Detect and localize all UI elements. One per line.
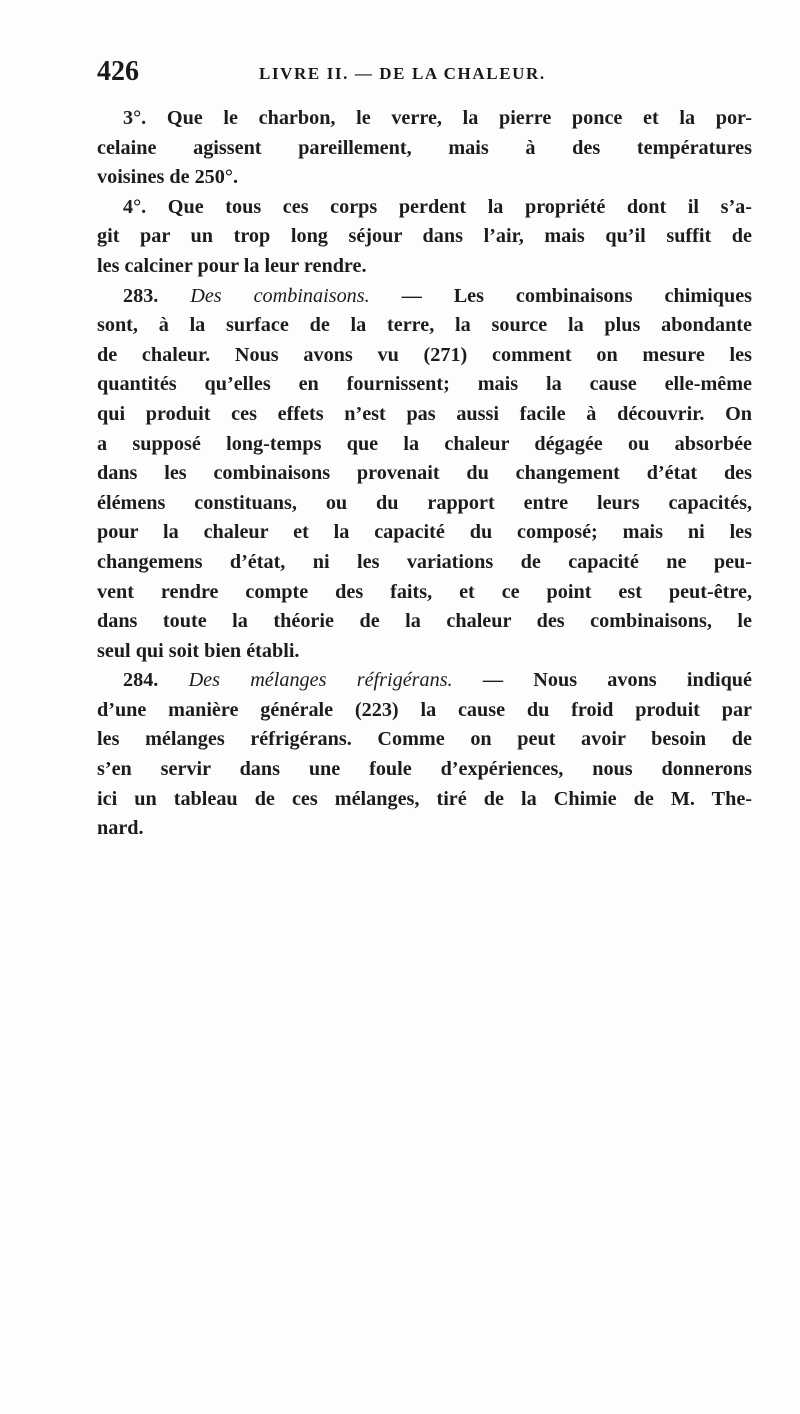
show-through-texture [120, 960, 720, 1320]
text-line: changemens d’état, ni les variations de capacité ne peu- [97, 550, 752, 573]
text-line: les calciner pour la leur rendre. [97, 254, 367, 277]
page-number: 426 [97, 56, 139, 87]
section-lead-text: — Nous avons indiqué [482, 669, 752, 692]
section-heading-line [97, 666, 752, 696]
text-line: quantités qu’elles en fournissent; mais la cause elle-même [97, 373, 752, 396]
text-line: 3°. Que le charbon, le verre, la pierre ponce et la por- [123, 107, 752, 129]
text-line: seul qui soit bien établi. [97, 639, 300, 662]
text-line: celaine agissent pareillement, mais à des températures [97, 136, 752, 159]
text-line: les mélanges réfrigérans. Comme on peut avoir besoin de [97, 728, 752, 751]
text-line: git par un trop long séjour dans l’air, mais qu’il suffit de [97, 225, 752, 248]
section-number: 283. [123, 284, 159, 307]
text-line: s’en servir dans une foule d’expériences, nous donnerons [97, 758, 752, 781]
text-line: ici un tableau de ces mélanges, tiré de la Chimie de M. The- [97, 787, 752, 810]
section-284 [97, 666, 752, 844]
section-title: Des mélanges réfrigérans. [188, 669, 453, 692]
text-line: d’une manière générale (223) la cause du froid produit par [97, 698, 752, 721]
text-line: qui produit ces effets n’est pas aussi facile à découvrir. On [97, 402, 752, 425]
paragraph-item-4 [97, 193, 752, 282]
body-text [97, 104, 752, 844]
section-lead-text: — Les combinaisons chimiques [401, 284, 752, 307]
section-number: 284. [123, 669, 159, 692]
running-head: LIVRE II. — DE LA CHALEUR. [259, 64, 546, 83]
text-line: a supposé long-temps que la chaleur dégagée ou absorbée [97, 432, 752, 455]
page-header [97, 56, 752, 96]
text-line: 4°. Que tous ces corps perdent la propriété dont il s’a- [123, 195, 752, 218]
text-line: pour la chaleur et la capacité du composé; mais ni les [97, 521, 752, 544]
text-line: dans les combinaisons provenait du changement d’état des [97, 462, 752, 485]
text-line: nard. [97, 817, 144, 840]
section-283 [97, 282, 752, 667]
text-line: de chaleur. Nous avons vu (271) comment on mesure les [97, 343, 752, 366]
text-line: dans toute la théorie de la chaleur des combinaisons, le [97, 610, 752, 633]
text-line: vent rendre compte des faits, et ce point est peut-être, [97, 580, 752, 603]
section-title: Des combinaisons. [190, 284, 370, 307]
paragraph-item-3 [97, 104, 752, 193]
text-line: sont, à la surface de la terre, la source la plus abondante [97, 314, 752, 337]
text-line: voisines de 250°. [97, 166, 238, 189]
section-heading-line [97, 282, 752, 312]
text-line: élémens constituans, ou du rapport entre leurs capacités, [97, 491, 752, 514]
